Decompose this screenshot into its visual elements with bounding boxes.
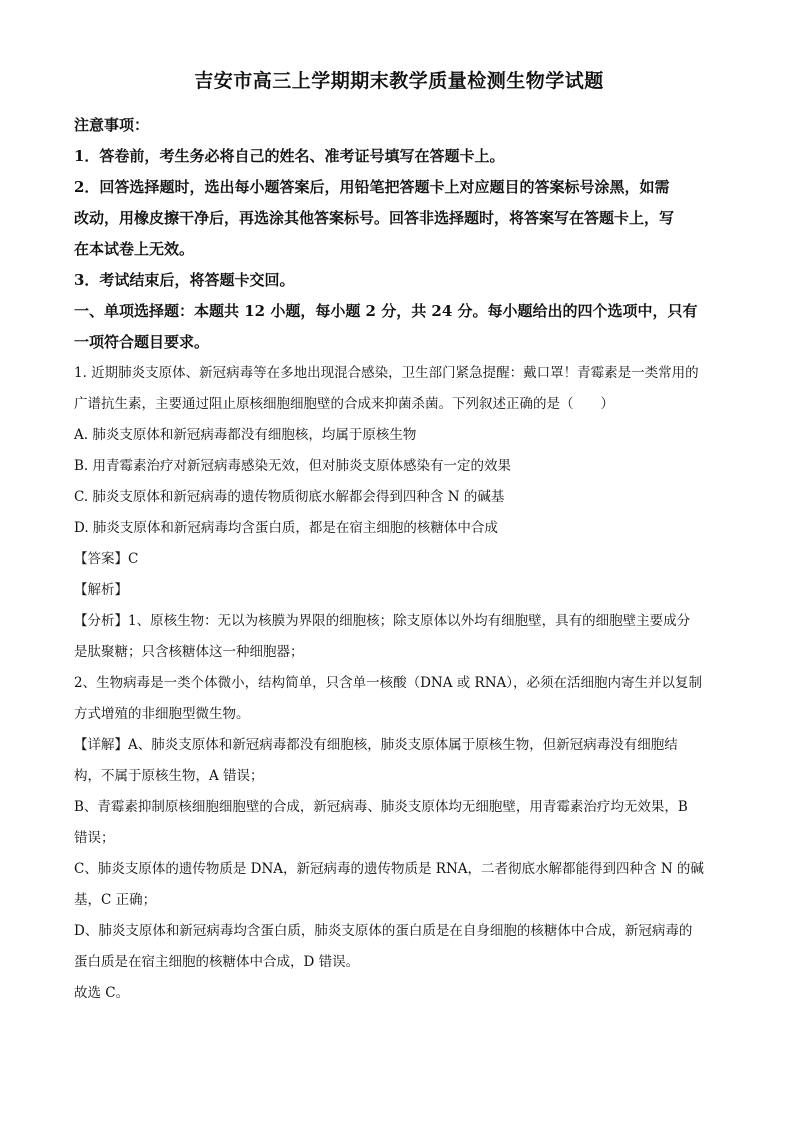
page-title: 吉安市高三上学期期末教学质量检测生物学试题 [194, 70, 604, 92]
detail-d-line-2: 蛋白质是在宿主细胞的核糖体中合成，D 错误。 [74, 954, 360, 970]
notice-item-1: 1．答卷前，考生务必将自己的姓名、准考证号填写在答题卡上。 [74, 147, 505, 165]
document-page [74, 66, 724, 1009]
option-c: C. 肺炎支原体和新冠病毒的遗传物质彻底水解都会得到四种含 N 的碱基 [74, 489, 505, 505]
analysis-2-line-1: 2、生物病毒是一类个体微小，结构简单，只含单一核酸（DNA 或 RNA），必须在活细胞内寄生并以复制 [74, 675, 703, 691]
question-stem-line-1: 1. 近期肺炎支原体、新冠病毒等在多地出现混合感染，卫生部门紧急提醒：戴口罩！青霉素是一类常用的 [74, 365, 699, 381]
section-heading-line-1: 一、单项选择题：本题共 12 小题，每小题 2 分，共 24 分。每小题给出的四个选项中，只有 [74, 302, 698, 320]
section-heading-line-2: 一项符合题目要求。 [74, 333, 210, 351]
analysis-2-line-2: 方式增殖的非细胞型微生物。 [74, 706, 250, 722]
detail-c-line-2: 基，C 正确； [74, 892, 157, 908]
question-stem-line-2: 广谱抗生素，主要通过阻止原核细胞细胞壁的合成来抑菌杀菌。下列叙述正确的是（ ） [74, 396, 614, 412]
detail-a-line-2: 构，不属于原核生物，A 错误； [74, 768, 264, 784]
detail-a-line-1: 【详解】A、肺炎支原体和新冠病毒都没有细胞核，肺炎支原体属于原核生物，但新冠病毒没有细胞结 [74, 737, 678, 753]
detail-c-line-1: C、肺炎支原体的遗传物质是 DNA，新冠病毒的遗传物质是 RNA，二者彻底水解都能得到四种含 N 的碱 [74, 861, 704, 877]
notice-item-2-line-2: 改动，用橡皮擦干净后，再选涂其他答案标号。回答非选择题时，将答案写在答题卡上，写 [74, 209, 675, 227]
option-d: D. 肺炎支原体和新冠病毒均含蛋白质，都是在宿主细胞的核糖体中合成 [74, 520, 498, 536]
notice-heading: 注意事项： [74, 116, 150, 134]
option-b: B. 用青霉素治疗对新冠病毒感染无效，但对肺炎支原体感染有一定的效果 [74, 458, 512, 474]
notice-item-2-line-1: 2．回答选择题时，选出每小题答案后，用铅笔把答题卡上对应题目的答案标号涂黑，如需 [74, 178, 670, 196]
analysis-heading: 【解析】 [74, 582, 128, 598]
detail-d-line-1: D、肺炎支原体和新冠病毒均含蛋白质，肺炎支原体的蛋白质是在自身细胞的核糖体中合成，新冠病毒的 [74, 923, 693, 939]
detail-b-line-2: 错误； [74, 830, 115, 846]
notice-item-3: 3．考试结束后，将答题卡交回。 [74, 271, 295, 289]
answer-line: 【答案】C [74, 551, 139, 567]
analysis-1-line-2: 是肽聚糖；只含核糖体这一种细胞器； [74, 644, 304, 660]
notice-item-2-line-3: 在本试卷上无效。 [74, 240, 195, 258]
analysis-1-line-1: 【分析】1、原核生物：无以为核膜为界限的细胞核；除支原体以外均有细胞壁，具有的细胞壁主要成分 [74, 613, 691, 629]
option-a: A. 肺炎支原体和新冠病毒都没有细胞核，均属于原核生物 [74, 427, 417, 443]
detail-b-line-1: B、青霉素抑制原核细胞细胞壁的合成，新冠病毒、肺炎支原体均无细胞壁，用青霉素治疗均无效果，B [74, 799, 688, 815]
conclusion-line: 故选 C。 [74, 985, 130, 1001]
